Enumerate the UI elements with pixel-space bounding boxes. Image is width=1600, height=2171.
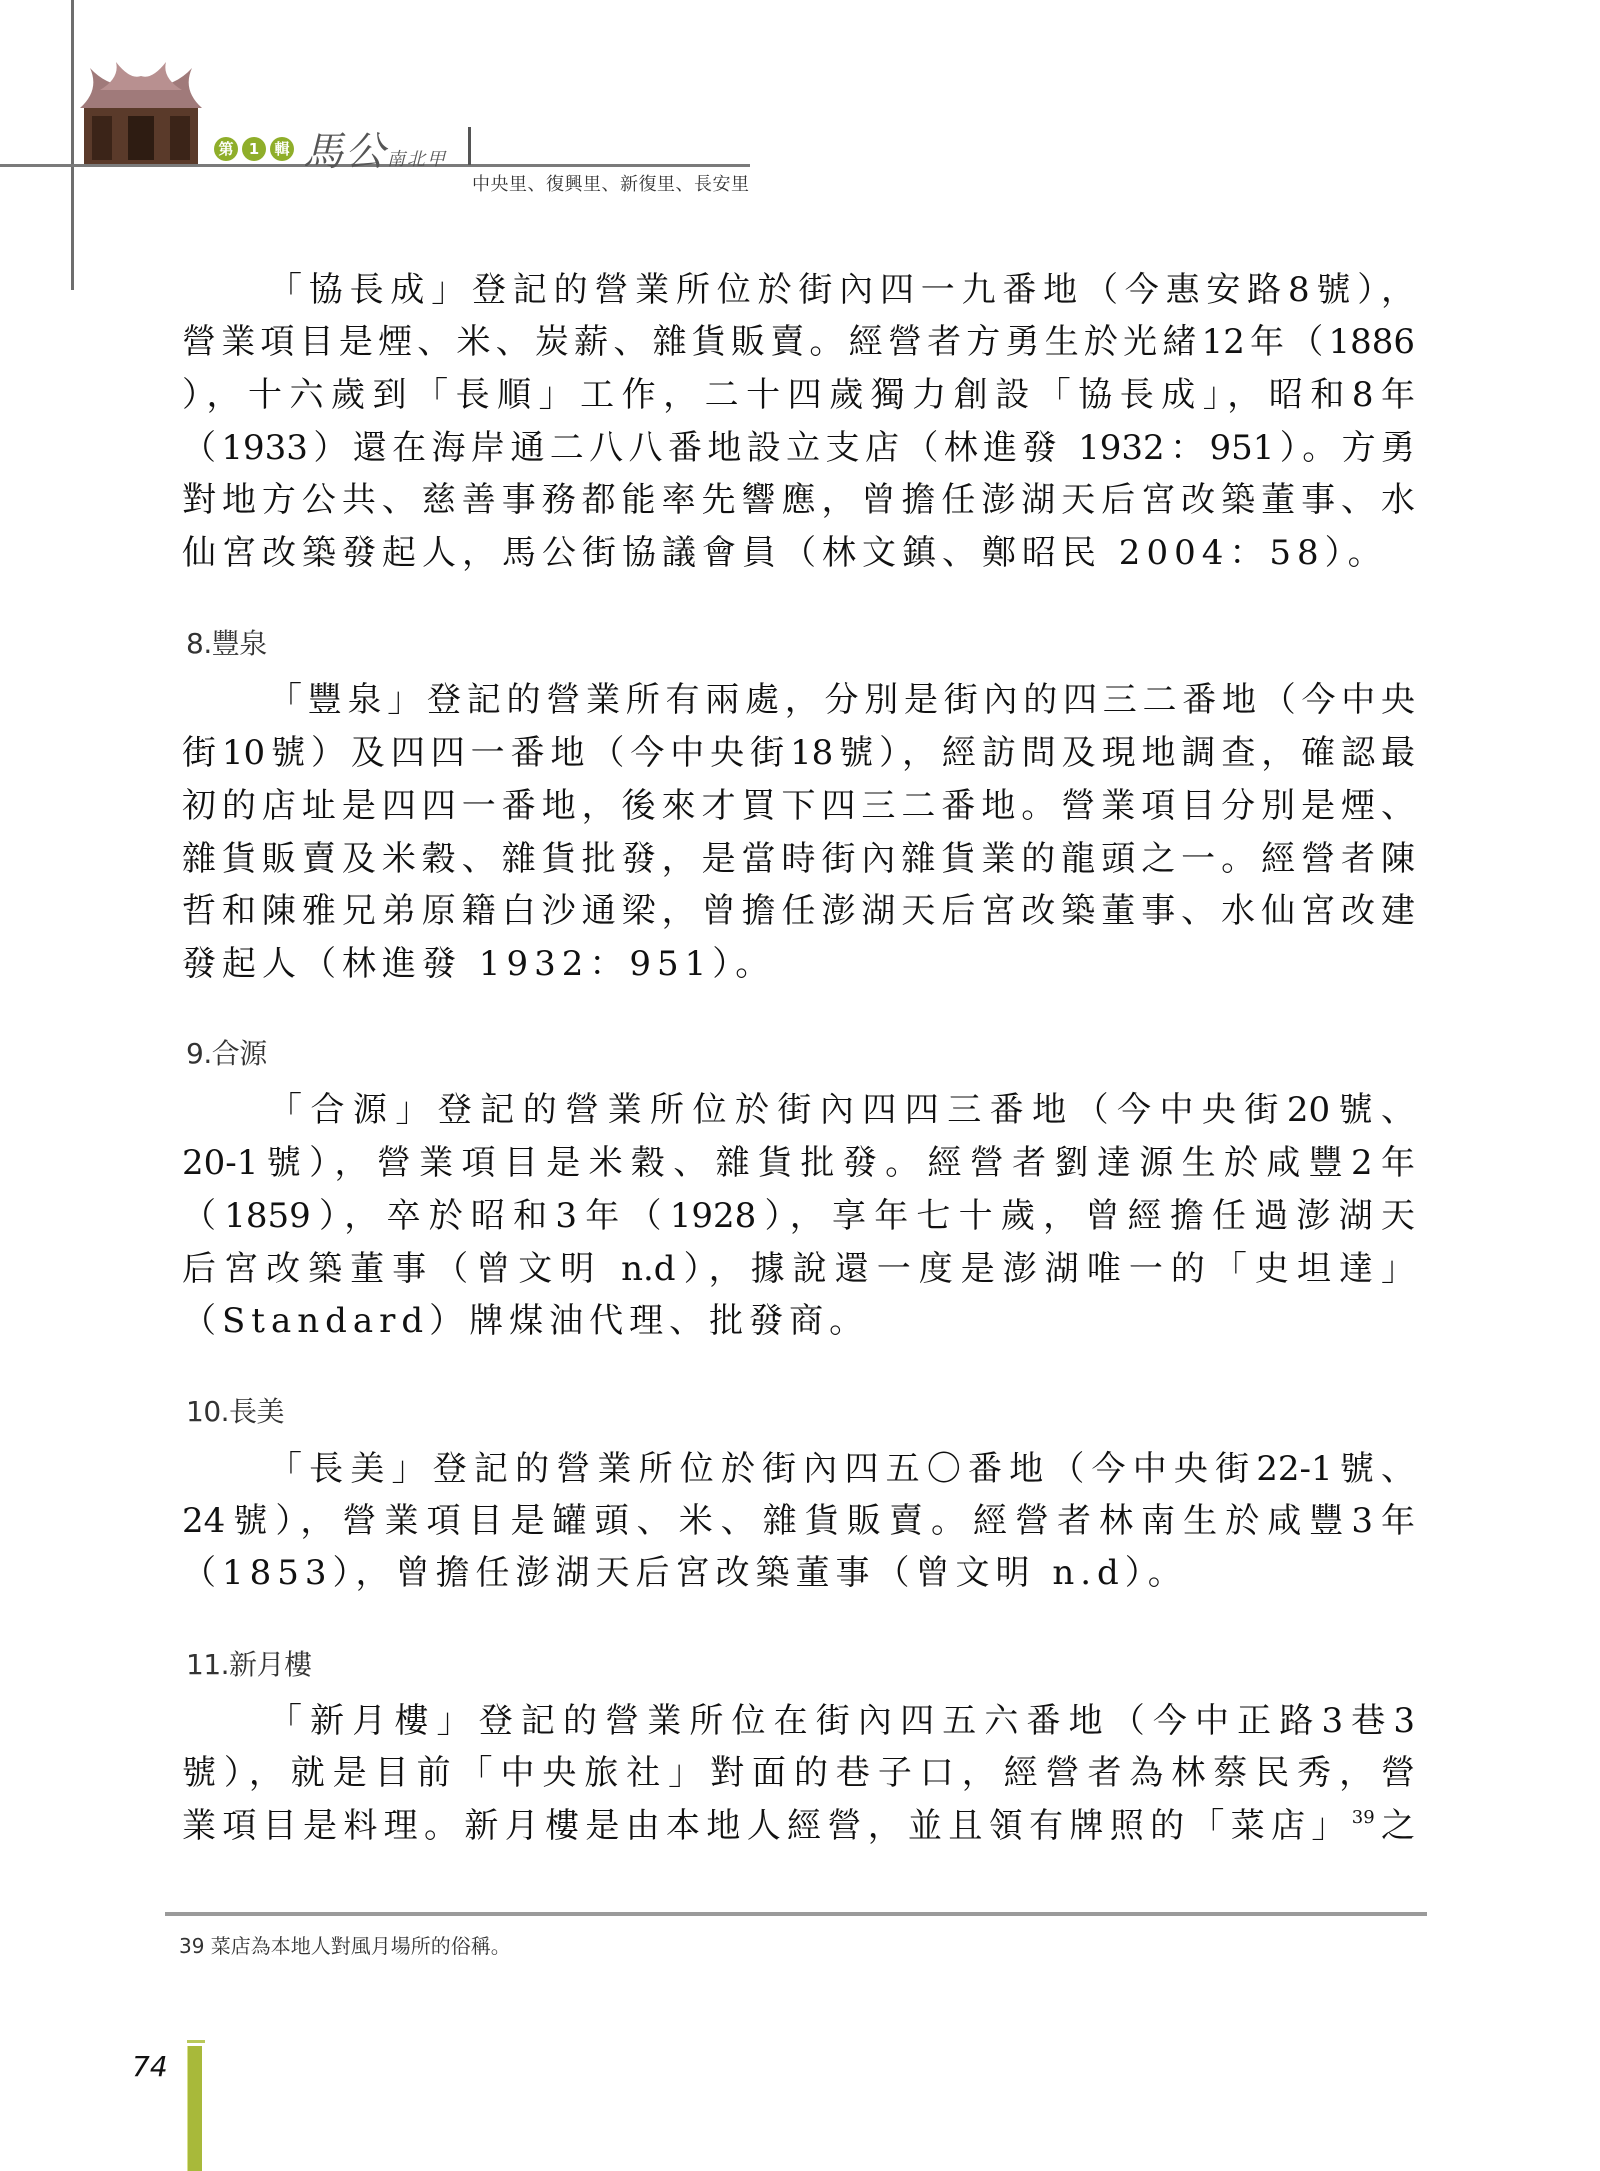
- body-line: 后宮改築董事（曾文明 n.d），據說還一度是澎湖唯一的「史坦達」: [182, 1249, 1415, 1289]
- body-line-tail: 之: [1374, 1806, 1416, 1846]
- body-line: 發起人（林進發 1932：951）。: [182, 944, 776, 984]
- body-line: 街10號）及四四一番地（今中央街18號），經訪問及現地調查，確認最: [182, 733, 1415, 773]
- temple-image: [80, 60, 202, 164]
- volume-badge-number: 1: [242, 137, 266, 161]
- body-line: [182, 1800, 1415, 1852]
- body-line: 「豐泉」登記的營業所有兩處，分別是街內的四三二番地（今中央: [268, 680, 1415, 720]
- body-line: 號），就是目前「中央旅社」對面的巷子口，經營者為林蔡民秀，營: [182, 1753, 1415, 1793]
- page-number: 74: [132, 2050, 168, 2083]
- section-heading-11: 11.新月樓: [186, 1648, 312, 1681]
- body-line: 「協長成」登記的營業所位於街內四一九番地（今惠安路8號），: [268, 270, 1415, 310]
- series-title-main: 馬公: [303, 129, 387, 175]
- section-heading-10: 10.長美: [186, 1395, 285, 1428]
- footnote-reference[interactable]: 39: [1351, 1807, 1375, 1828]
- footnote-39: 39 菜店為本地人對風月場所的俗稱。: [179, 1934, 511, 1958]
- title-divider: [468, 127, 471, 165]
- page-bar-cap: [187, 2040, 205, 2043]
- body-line: 20-1號），營業項目是米穀、雜貨批發。經營者劉達源生於咸豐2年: [182, 1143, 1415, 1183]
- series-title-sub: 南北甲: [387, 149, 447, 170]
- districts-subtitle: 中央里、復興里、新復里、長安里: [472, 174, 750, 195]
- body-line: 哲和陳雅兄弟原籍白沙通梁，曾擔任澎湖天后宮改築董事、水仙宮改建: [182, 891, 1415, 931]
- body-line: （Standard）牌煤油代理、批發商。: [182, 1301, 870, 1341]
- footnote-rule: [165, 1912, 1427, 1916]
- header-vertical-rule: [71, 0, 74, 290]
- body-line: （1933）還在海岸通二八八番地設立支店（林進發 1932：951）。方勇: [182, 428, 1415, 468]
- body-line: 「長美」登記的營業所位於街內四五〇番地（今中央街22-1號、: [268, 1449, 1415, 1489]
- volume-badge-ji: 輯: [270, 137, 294, 161]
- series-title: [303, 120, 447, 177]
- body-line: 「新月樓」登記的營業所位在街內四五六番地（今中正路3巷3: [268, 1701, 1415, 1741]
- body-line: 初的店址是四四一番地，後來才買下四三二番地。營業項目分別是煙、: [182, 786, 1415, 826]
- body-line: 對地方公共、慈善事務都能率先響應，曾擔任澎湖天后宮改築董事、水: [182, 480, 1415, 520]
- section-heading-8: 8.豐泉: [186, 627, 267, 660]
- body-line: （1853），曾擔任澎湖天后宮改築董事（曾文明 n.d）。: [182, 1553, 1188, 1593]
- body-line: 雜貨販賣及米穀、雜貨批發，是當時街內雜貨業的龍頭之一。經營者陳: [182, 839, 1415, 879]
- page-green-bar: [187, 2046, 202, 2171]
- section-heading-9: 9.合源: [186, 1037, 267, 1070]
- body-line: （1859），卒於昭和3年（1928），享年七十歲，曾經擔任過澎湖天: [182, 1196, 1415, 1236]
- body-line: 營業項目是煙、米、炭薪、雜貨販賣。經營者方勇生於光緒12年（1886: [182, 322, 1415, 362]
- volume-badge-di: 第: [214, 137, 238, 161]
- body-line: 「合源」登記的營業所位於街內四四三番地（今中央街20號、: [268, 1090, 1415, 1130]
- body-line: ），十六歲到「長順」工作，二十四歲獨力創設「協長成」，昭和8年: [182, 375, 1415, 415]
- body-line: 仙宮改築發起人，馬公街協議會員（林文鎮、鄭昭民 2004：58）。: [182, 533, 1388, 573]
- body-line-text: 業項目是料理。新月樓是由本地人經營，並且領有牌照的「菜店」: [182, 1806, 1352, 1846]
- body-line: 24號），營業項目是罐頭、米、雜貨販賣。經營者林南生於咸豐3年: [182, 1501, 1415, 1541]
